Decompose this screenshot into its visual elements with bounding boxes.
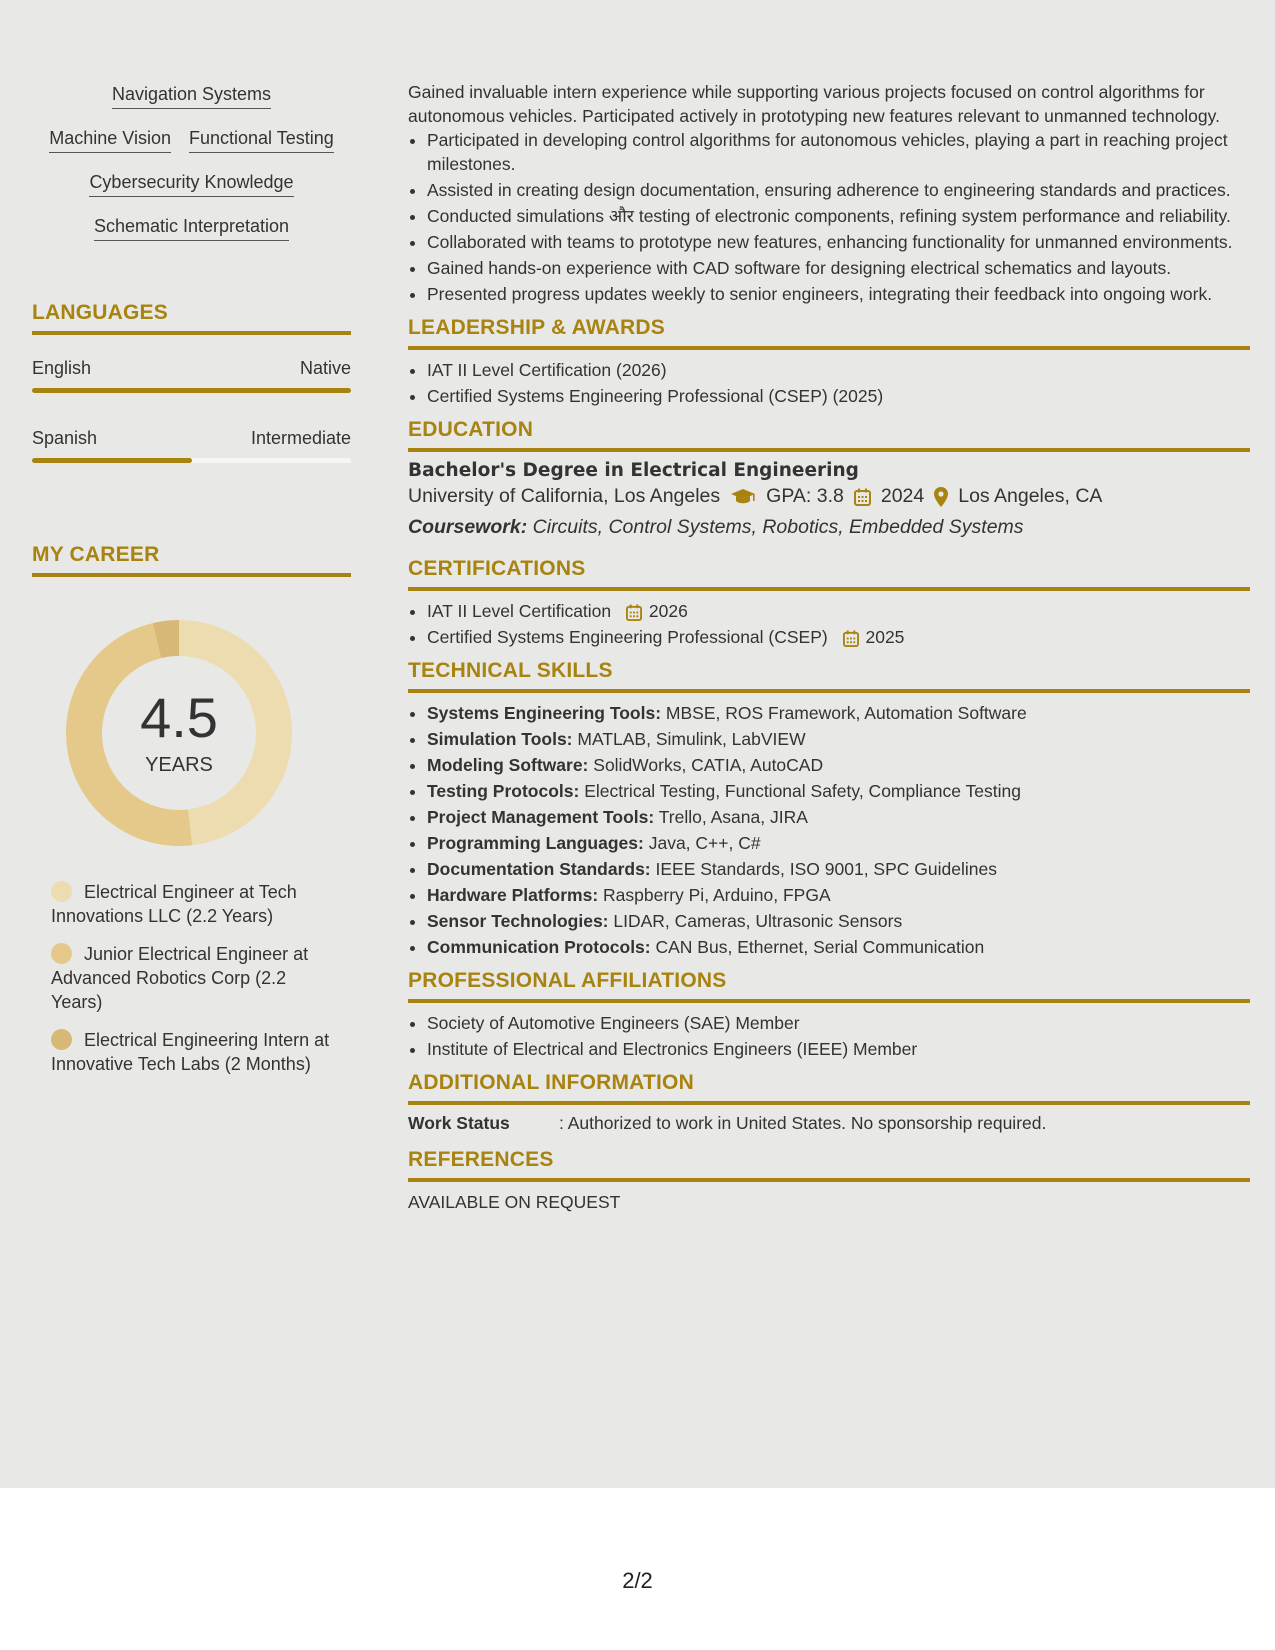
technical-skills-heading: TECHNICAL SKILLS	[408, 659, 1250, 693]
career-donut-chart	[66, 620, 292, 846]
page-number: 2/2	[622, 1568, 653, 1593]
career-total-value: 4.5	[140, 686, 218, 749]
skill-category: Project Management Tools:	[427, 807, 655, 827]
language-name: English	[32, 358, 92, 378]
leadership-list	[408, 358, 1250, 408]
work-status-label: Work Status	[408, 1113, 510, 1133]
skill-values: LIDAR, Cameras, Ultrasonic Sensors	[613, 911, 903, 931]
skill-category: Programming Languages:	[427, 833, 644, 853]
affiliations-list	[408, 1011, 1250, 1061]
work-status-row	[408, 1113, 1250, 1134]
language-spanish	[32, 428, 351, 463]
skill-category: Communication Protocols:	[427, 937, 651, 957]
education-coursework	[408, 516, 1250, 539]
language-level: Native	[299, 358, 351, 378]
experience-bullet: • Collaborated with teams to prototype new features, enhancing functionality for unmanned environments.	[427, 230, 1250, 254]
legend-dot	[51, 943, 72, 964]
language-level: Intermediate	[250, 428, 351, 448]
experience-bullet: • Gained hands-on experience with CAD software for designing electrical schematics and layouts.	[427, 256, 1250, 280]
languages-heading: LANGUAGES	[32, 301, 351, 335]
graduation-cap-icon	[730, 488, 756, 506]
technical-skill-item	[427, 805, 1250, 829]
leadership-item: • Certified Systems Engineering Professional (CSEP) (2025)	[427, 384, 1250, 408]
skill-category: Simulation Tools:	[427, 729, 573, 749]
calendar-icon	[843, 630, 859, 647]
career-legend-item	[51, 880, 341, 928]
career-legend	[51, 880, 341, 1090]
skill-category: Documentation Standards:	[427, 859, 651, 879]
skill-tag: Cybersecurity Knowledge	[89, 172, 293, 197]
certification-item	[427, 625, 1250, 649]
certifications-list	[408, 599, 1250, 649]
skill-values: Raspberry Pi, Arduino, FPGA	[603, 885, 831, 905]
career-legend-item	[51, 942, 341, 1014]
skill-tags	[32, 84, 351, 260]
technical-skill-item	[427, 909, 1250, 933]
career-legend-label: Electrical Engineering Intern at Innovative Tech Labs (2 Months)	[51, 1030, 330, 1074]
language-bar	[32, 458, 351, 463]
skill-category: Hardware Platforms:	[427, 885, 599, 905]
legend-dot	[51, 881, 72, 902]
skill-tag: Functional Testing	[189, 128, 334, 153]
references-text: AVAILABLE ON REQUEST	[408, 1192, 621, 1212]
work-status-value: : Authorized to work in United States. No sponsorship required.	[559, 1113, 1047, 1133]
location-pin-icon	[934, 487, 948, 507]
skill-values: Electrical Testing, Functional Safety, Compliance Testing	[584, 781, 1021, 801]
certification-name: Certified Systems Engineering Professional (CSEP)	[427, 627, 828, 647]
certification-year: 2026	[648, 601, 688, 621]
skill-tag: Schematic Interpretation	[94, 216, 289, 241]
education-details	[408, 485, 1250, 508]
references-heading: REFERENCES	[408, 1148, 1250, 1182]
additional-info-heading: ADDITIONAL INFORMATION	[408, 1071, 1250, 1105]
career-total-unit: YEARS	[145, 754, 213, 776]
calendar-icon	[626, 604, 642, 621]
skill-category: Testing Protocols:	[427, 781, 580, 801]
technical-skill-item	[427, 753, 1250, 777]
career-legend-label: Electrical Engineer at Tech Innovations LLC (2.2 Years)	[51, 882, 297, 926]
skill-values: Trello, Asana, JIRA	[658, 807, 808, 827]
education-degree: Bachelor's Degree in Electrical Engineering	[408, 460, 859, 481]
skill-values: MATLAB, Simulink, LabVIEW	[577, 729, 806, 749]
language-bar	[32, 388, 351, 393]
experience-bullet: • Conducted simulations और testing of electronic components, refining system performance and reliability.	[427, 204, 1250, 228]
career-legend-label: Junior Electrical Engineer at Advanced Robotics Corp (2.2 Years)	[51, 944, 309, 1012]
experience-bullet: • Participated in developing control algorithms for autonomous vehicles, playing a part in reaching project milestones.	[427, 128, 1250, 176]
skill-values: IEEE Standards, ISO 9001, SPC Guidelines	[655, 859, 997, 879]
experience-bullet: • Assisted in creating design documentation, ensuring adherence to engineering standards and practices.	[427, 178, 1250, 202]
leadership-heading: LEADERSHIP & AWARDS	[408, 316, 1250, 350]
right-column	[408, 0, 1250, 1214]
skill-values: Java, C++, C#	[648, 833, 761, 853]
affiliation-item: • Society of Automotive Engineers (SAE) Member	[427, 1011, 1250, 1035]
career-heading: MY CAREER	[32, 543, 351, 577]
language-bar-fill	[32, 458, 192, 463]
technical-skill-item	[427, 779, 1250, 803]
experience-bullet: • Presented progress updates weekly to senior engineers, integrating their feedback into ongoing work.	[427, 282, 1250, 306]
technical-skill-item	[427, 883, 1250, 907]
certification-year: 2025	[865, 627, 905, 647]
certifications-heading: CERTIFICATIONS	[408, 557, 1250, 591]
skill-values: CAN Bus, Ethernet, Serial Communication	[655, 937, 985, 957]
technical-skill-item	[427, 831, 1250, 855]
leadership-item: • IAT II Level Certification (2026)	[427, 358, 1250, 382]
skill-values: MBSE, ROS Framework, Automation Software	[665, 703, 1027, 723]
technical-skill-item	[427, 935, 1250, 959]
language-english	[32, 358, 351, 393]
education-heading: EDUCATION	[408, 418, 1250, 452]
calendar-icon	[854, 488, 871, 506]
education-gpa: GPA: 3.8	[766, 485, 844, 507]
technical-skill-item	[427, 727, 1250, 751]
certification-item	[427, 599, 1250, 623]
language-name: Spanish	[32, 428, 98, 448]
career-legend-item	[51, 1028, 341, 1076]
affiliations-heading: PROFESSIONAL AFFILIATIONS	[408, 969, 1250, 1003]
language-bar-fill	[32, 388, 351, 393]
skill-category: Modeling Software:	[427, 755, 589, 775]
technical-skill-item	[427, 857, 1250, 881]
experience-summary: Gained invaluable intern experience while supporting various projects focused on control algorithms for autonomous vehicles. Participated actively in prototyping new features relevant to unmanned technology.	[408, 82, 1220, 126]
skill-values: SolidWorks, CATIA, AutoCAD	[593, 755, 824, 775]
skill-category: Sensor Technologies:	[427, 911, 609, 931]
education-location: Los Angeles, CA	[958, 485, 1103, 507]
education-school: University of California, Los Angeles	[408, 485, 721, 507]
skill-tag: Machine Vision	[49, 128, 171, 153]
coursework-label: Coursework:	[408, 516, 528, 538]
technical-skill-item	[427, 701, 1250, 725]
technical-skills-list	[408, 701, 1250, 959]
skill-tag: Navigation Systems	[112, 84, 271, 109]
affiliation-item: • Institute of Electrical and Electronics Engineers (IEEE) Member	[427, 1037, 1250, 1061]
certification-name: IAT II Level Certification	[427, 601, 612, 621]
skill-category: Systems Engineering Tools:	[427, 703, 662, 723]
education-year: 2024	[880, 485, 925, 507]
experience-bullets	[408, 128, 1250, 306]
legend-dot	[51, 1029, 72, 1050]
coursework-list: Circuits, Control Systems, Robotics, Embedded Systems	[532, 516, 1024, 538]
